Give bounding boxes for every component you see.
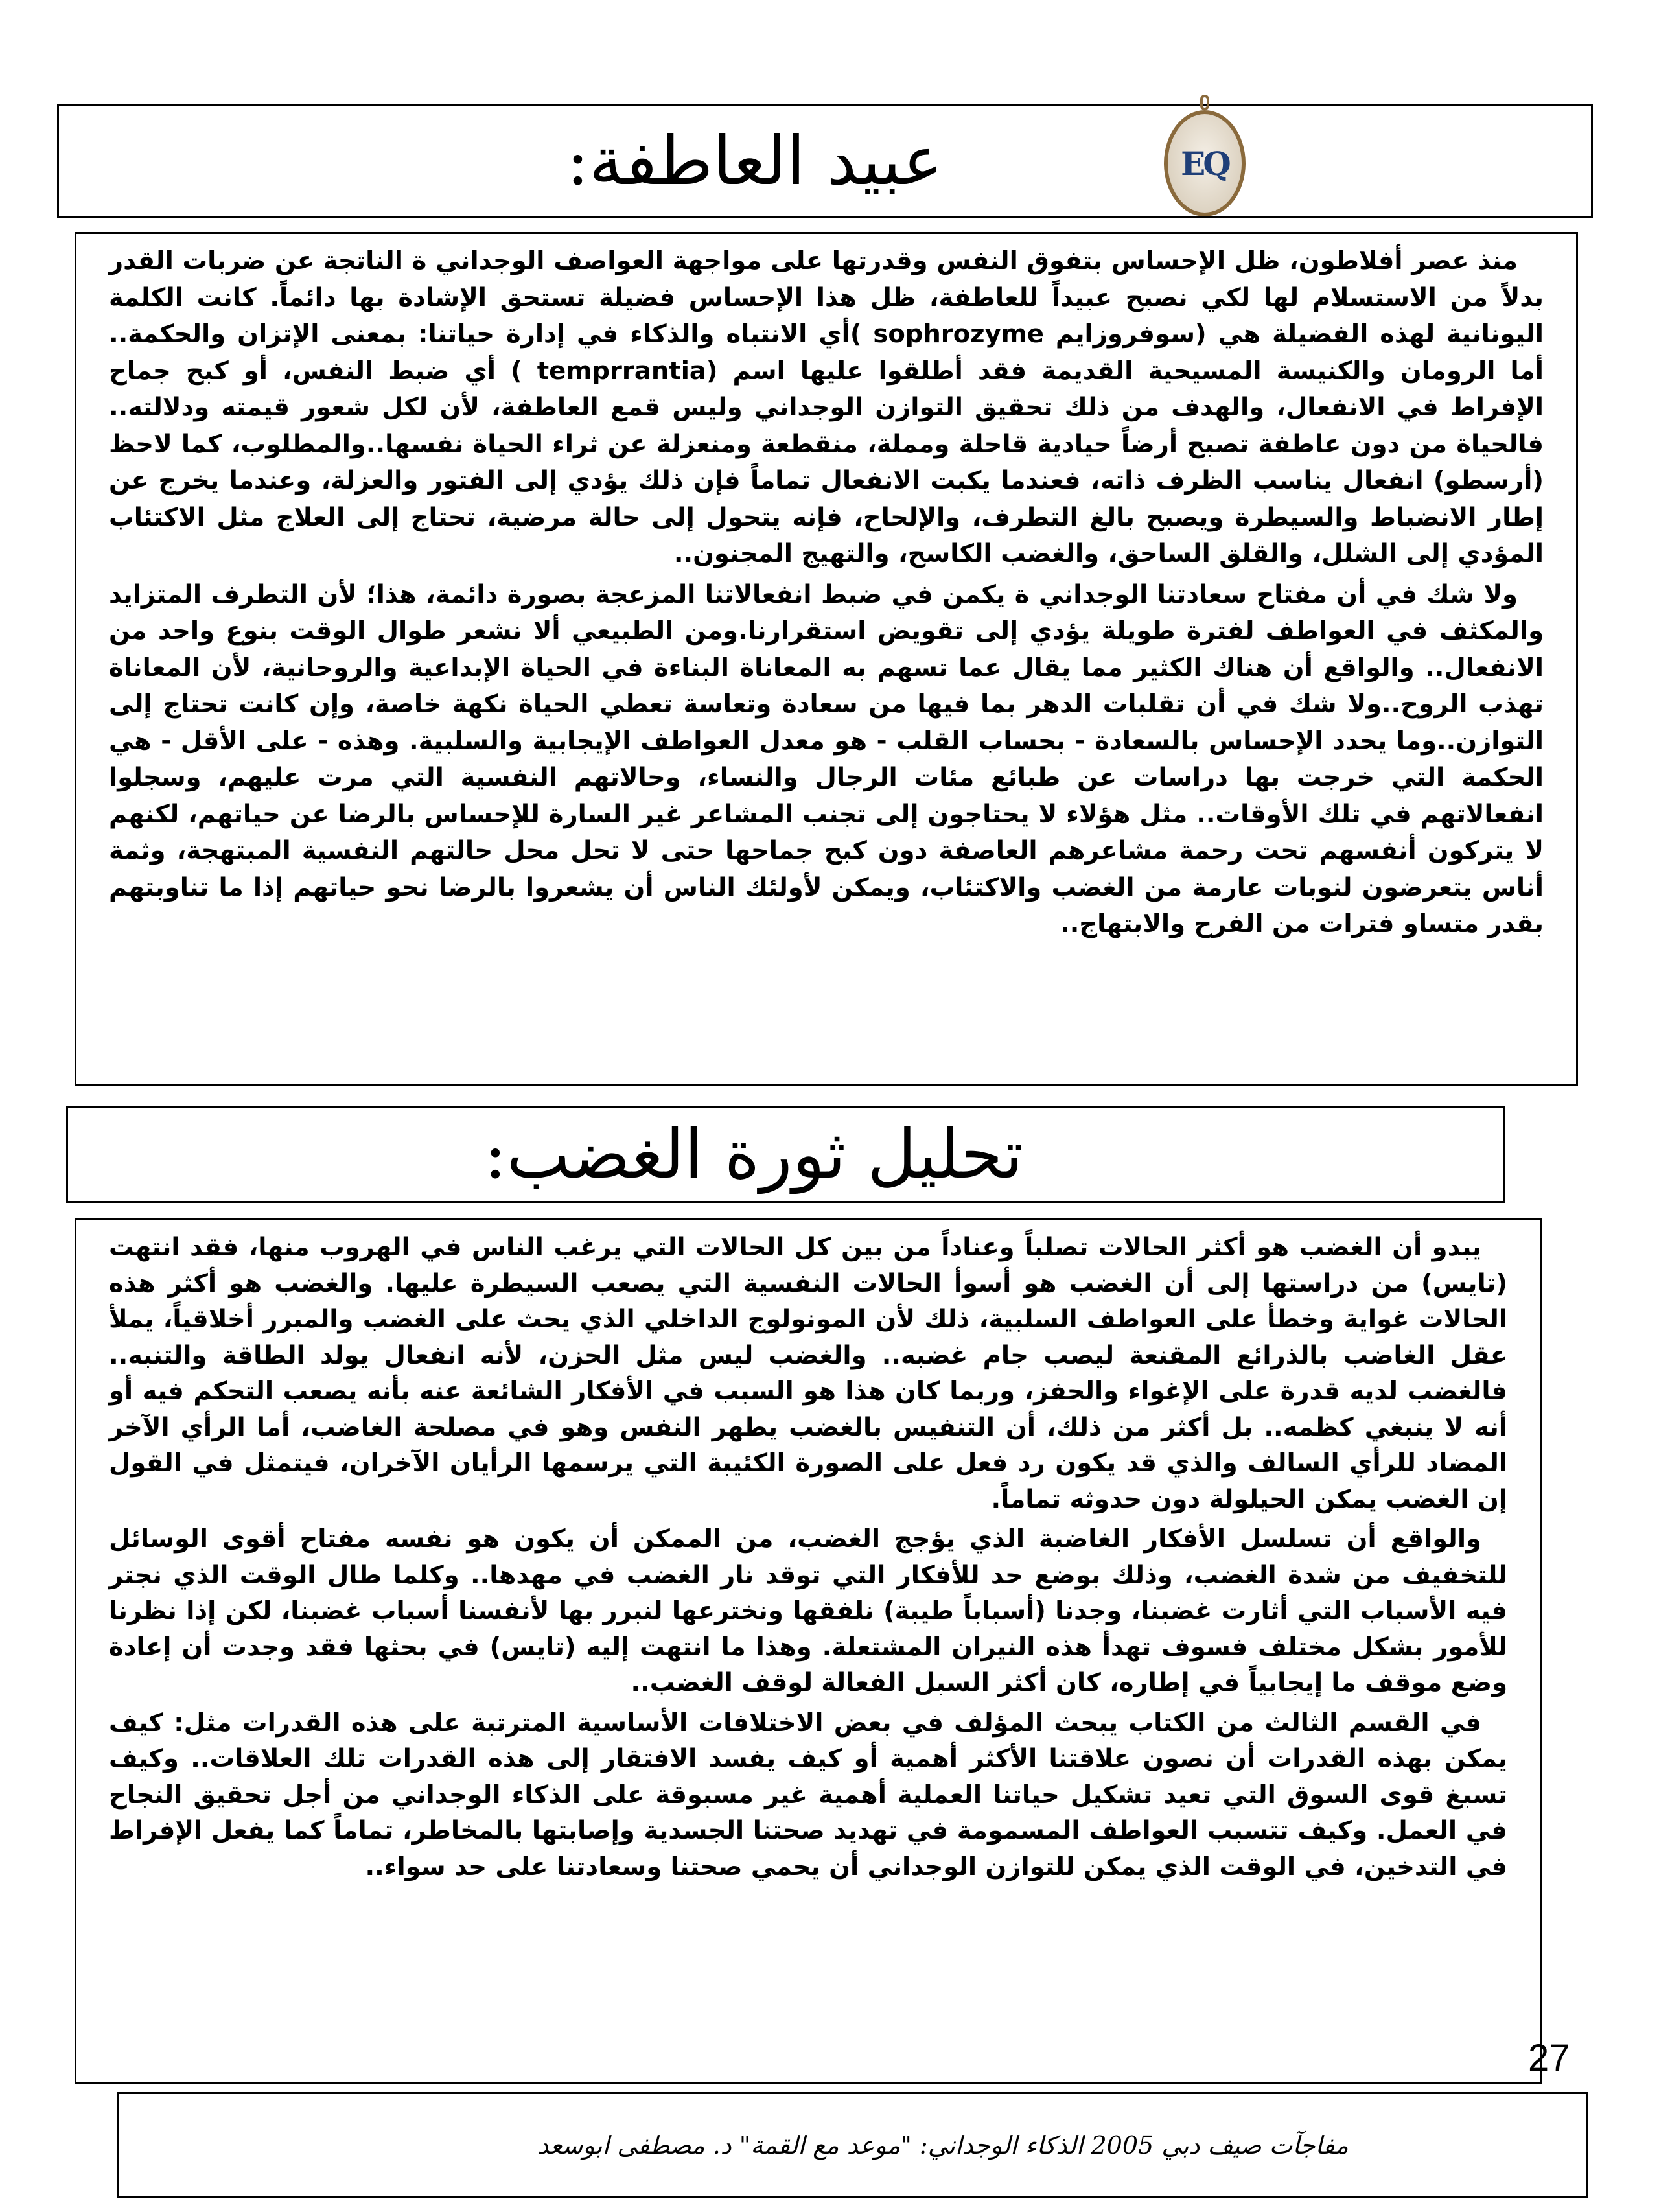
emblem-text: EQ <box>1181 144 1229 183</box>
section-title: تحليل ثورة الغضب: <box>483 1115 1023 1194</box>
section2-body <box>75 1218 1542 2084</box>
page-number: 27 <box>1528 2037 1570 2079</box>
eq-emblem-icon <box>1164 110 1246 216</box>
footer-text: مفاجآت صيف دبي 2005 الذكاء الوجداني: "موعد مع القمة" د. مصطفى ابوسعد <box>537 2130 1349 2160</box>
footer <box>117 2092 1588 2198</box>
paragraph: في القسم الثالث من الكتاب يبحث المؤلف في بعض الاختلافات الأساسية المترتبة على هذه القدرات مثل: كيف يمكن بهذه القدرات أن نصون علاقتنا الأكثر أهمية أو كيف يفسد الافتقار إلى هذه القدرات تلك العلاقات.. وكيف تسبغ قوى السوق التي تعيد تشكيل حياتنا العملية أهمية غير مسبوقة على الذكاء الوجداني من أجل تحقيق النجاح في العمل. وكيف تتسبب العواطف المسمومة في تهديد صحتنا الجسدية وإصابتها بالمخاطر، تماماً كما يفعل الإفراط في التدخين، في الوقت الذي يمكن للتوازن الوجداني أن يحمي صحتنا وسعادتنا على حد سواء.. <box>109 1708 1507 1881</box>
section-title-box <box>57 104 1593 218</box>
section-title-box <box>66 1106 1505 1203</box>
section1-body <box>75 232 1578 1086</box>
paragraph: يبدو أن الغضب هو أكثر الحالات تصلباً وعناداً من بين كل الحالات التي يرغب الناس في الهروب منها، فقد انتهت (تايس) من دراستها إلى أن الغضب هو أسوأ الحالات النفسية التي يصعب السيطرة عليها. والغضب هو أكثر هذه الحالات غواية وخطأ على العواطف السلبية، ذلك لأن المونولوج الداخلي الذي يحث على الغضب والمبرر أخلاقياً، يملأ عقل الغاضب بالذرائع المقنعة ليصب جام غضبه.. والغضب ليس مثل الحزن، لأنه انفعال يولد الطاقة والتنبه.. فالغضب لديه قدرة على الإغواء والحفز، وربما كان هذا هو السبب في الأفكار الشائعة عنه بأنه يصعب التحكم فيه أو أنه لا ينبغي كظمه.. بل أكثر من ذلك، أن التنفيس بالغضب يطهر النفس وهو في مصلحة الغاضب، أما الرأي الآخر المضاد للرأي السالف والذي قد يكون رد فعل على الصورة الكئيبة التي يرسمها الرأيان الآخران، فيتمثل في القول إن الغضب يمكن الحيلولة دون حدوثه تماماً. <box>109 1233 1507 1514</box>
paragraph: ولا شك في أن مفتاح سعادتنا الوجداني ة يكمن في ضبط انفعالاتنا المزعجة بصورة دائمة، هذا؛ لأن التطرف المتزايد والمكثف في العواطف لفترة طويلة يؤدي إلى تقويض استقرارنا.ومن الطبيعي ألا نشعر طوال الوقت بنوع واحد من الانفعال.. والواقع أن هناك الكثير مما يقال عما تسهم به المعاناة البناءة في الحياة الإبداعية والروحانية، لأن المعاناة تهذب الروح..ولا شك في أن تقلبات الدهر بما فيها من سعادة وتعاسة تعطي الحياة نكهة خاصة، وإن كانت تحتاج إلى التوازن..وما يحدد الإحساس بالسعادة - بحساب القلب - هو معدل العواطف الإيجابية والسلبية. وهذه - على الأقل - هي الحكمة التي خرجت بها دراسات عن طبائع مئات الرجال والنساء، وحالاتهم النفسية التي مرت عليهم، وسجلوا انفعالاتهم في تلك الأوقات.. مثل هؤلاء لا يحتاجون إلى تجنب المشاعر غير السارة للإحساس بالرضا عن حياتهم، لكنهم لا يتركون أنفسهم تحت رحمة مشاعرهم العاصفة دون كبح جماحها حتى لا تحل محل حالتهم النفسية المبتهجة، وثمة أناس يتعرضون لنوبات عارمة من الغضب والاكتئاب، ويمكن لأولئك الناس أن يشعروا بالرضا نحو حياتهم إذا ما تناوبتهم بقدر متساو فترات من الفرح والابتهاج.. <box>109 579 1544 938</box>
paragraph: منذ عصر أفلاطون، ظل الإحساس بتفوق النفس وقدرتها على مواجهة العواصف الوجداني ة الناتجة عن ضربات القدر بدلاً من الاستسلام لها لكي نصبح عبيداً للعاطفة، ظل هذا الإحساس فضيلة تستحق الإشادة بها دائماً. كانت الكلمة اليونانية لهذه الفضيلة هي (سوفروزايم sophrozyme )أي الانتباه والذكاء في إدارة حياتنا: بمعنى الإتزان والحكمة.. أما الرومان والكنيسة المسيحية القديمة فقد أطلقوا عليها اسم (temprrantia ) أي ضبط النفس، أو كبح جماح الإفراط في الانفعال، والهدف من ذلك تحقيق التوازن الوجداني وليس قمع العاطفة، لأن لكل شعور قيمته ودلالته.. فالحياة من دون عاطفة تصبح أرضاً حيادية قاحلة ومملة، منقطعة ومنعزلة عن ثراء الحياة نفسها..والمطلوب، كما لاحظ (أرسطو) انفعال يناسب الظرف ذاته، فعندما يكبت الانفعال تماماً فإن ذلك يؤدي إلى الفتور والعزلة، وعندما يخرج عن إطار الانضباط والسيطرة ويصبح بالغ التطرف، والإلحاح، فإنه يتحول إلى حالة مرضية، تحتاج إلى العلاج مثل الاكتئاب المؤدي إلى الشلل، والقلق الساحق، والغضب الكاسح، والتهيج المجنون.. <box>109 246 1544 568</box>
page-title: عبيد العاطفة: <box>566 121 943 200</box>
paragraph: والواقع أن تسلسل الأفكار الغاضبة الذي يؤجج الغضب، من الممكن أن يكون هو نفسه مفتاح أقوى الوسائل للتخفيف من شدة الغضب، وذلك بوضع حد للأفكار التي توقد نار الغضب في مهدها.. وكلما طال الوقت الذي نجتر فيه الأسباب التي أثارت غضبنا، وجدنا (أسباباً طيبة) نلفقها ونخترعها لنبرر بها لأنفسنا أسباب غضبنا، لكن إذا نظرنا للأمور بشكل مختلف فسوف تهدأ هذه النيران المشتعلة. وهذا ما انتهت إليه (تايس) في بحثها فقد وجدت أن إعادة وضع موقف ما إيجابياً في إطاره، كان أكثر السبل الفعالة لوقف الغضب.. <box>109 1524 1507 1697</box>
